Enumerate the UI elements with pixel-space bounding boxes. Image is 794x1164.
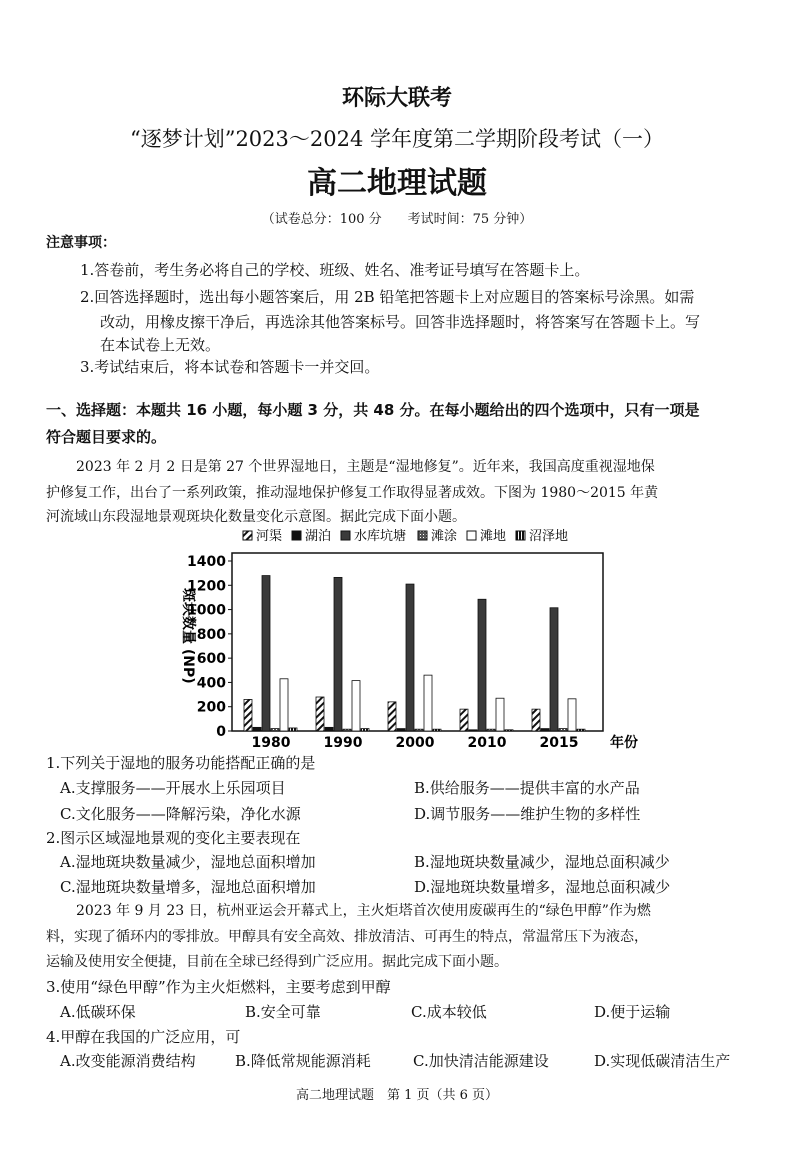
legend-swatch [516, 531, 525, 540]
legend-label: 水库坑塘 [354, 529, 407, 544]
bar-滩涂-2015 [559, 729, 567, 731]
option: B.供给服务——提供丰富的水产品 [414, 779, 640, 797]
option: D.实现低碳清洁生产 [594, 1052, 731, 1070]
question-stem: 1.下列关于湿地的服务功能搭配正确的是 [46, 754, 316, 772]
bar-河渠-1990 [316, 697, 324, 731]
legend-swatch [467, 531, 476, 540]
passage-line: 河流域山东段湿地景观斑块化数量变化示意图。据此完成下面小题。 [46, 509, 466, 525]
bar-水库坑塘-1980 [262, 576, 270, 731]
option: C.文化服务——降解污染，净化水源 [60, 805, 301, 823]
section-heading: 一、选择题：本题共 16 小题，每小题 3 分，共 48 分。在每小题给出的四个选项中，只有一项是 [46, 401, 700, 419]
x-axis-label: 年份 [610, 735, 638, 751]
exam-info: （试卷总分：100 分 考试时间：75 分钟） [261, 212, 533, 227]
option: A.湿地斑块数量减少，湿地总面积增加 [60, 853, 316, 871]
option: A.支撑服务——开展水上乐园项目 [60, 779, 286, 797]
bar-滩涂-1980 [271, 729, 279, 731]
bar-湖泊-1990 [325, 727, 333, 731]
legend-swatch [292, 531, 301, 540]
legend-swatch [243, 531, 252, 540]
bar-滩涂-2000 [415, 729, 423, 731]
bar-沼泽地-2015 [577, 729, 585, 731]
x-tick-label: 2010 [467, 735, 507, 751]
exam-name: “逐梦计划”2023～2024 学年度第二学期阶段考试（一） [129, 127, 665, 151]
option: D.便于运输 [594, 1003, 671, 1021]
note-line: 2.回答选择题时，选出每小题答案后，用 2B 铅笔把答题卡上对应题目的答案标号涂黑。如需 [80, 288, 695, 306]
option: A.低碳环保 [60, 1003, 136, 1021]
bar-滩地-2015 [568, 699, 576, 731]
bar-水库坑塘-1990 [334, 577, 342, 731]
page-title: 高二地理试题 [307, 166, 487, 201]
bar-湖泊-2000 [397, 729, 405, 731]
option: B.湿地斑块数量减少，湿地总面积减少 [414, 853, 670, 871]
legend-label: 滩涂 [431, 529, 458, 544]
option: B.降低常规能源消耗 [235, 1052, 371, 1070]
x-tick-label: 1990 [323, 735, 363, 751]
page-footer: 高二地理试题 第 1 页（共 6 页） [295, 1088, 499, 1103]
bar-河渠-2015 [532, 709, 540, 731]
note-line: 在本试卷上无效。 [100, 336, 221, 354]
passage-line: 料，实现了循环内的零排放。甲醇具有安全高效、排放清洁、可再生的特点，常温常压下为液态， [46, 929, 648, 945]
y-tick-label: 1200 [187, 578, 226, 595]
bar-沼泽地-2010 [505, 730, 513, 731]
legend-swatch [341, 531, 350, 540]
y-tick-label: 1400 [187, 554, 226, 570]
y-tick-label: 800 [196, 626, 226, 643]
legend-label: 湖泊 [305, 529, 332, 544]
option: C.加快清洁能源建设 [413, 1052, 549, 1070]
note-line: 改动，用橡皮擦干净后，再选涂其他答案标号。回答非选择题时，将答案写在答题卡上。写 [100, 313, 701, 331]
bar-沼泽地-2000 [433, 729, 441, 731]
y-axis-label: 斑块数量 (NP) [180, 588, 196, 684]
option: A.改变能源消费结构 [60, 1052, 196, 1070]
y-tick-label: 400 [196, 675, 226, 692]
bar-滩地-2000 [424, 675, 432, 731]
legend-label: 河渠 [256, 529, 283, 544]
passage-line: 护修复工作，出台了一系列政策，推动湿地保护修复工作取得显著成效。下图为 1980～2015 年黄 [46, 485, 659, 501]
bar-水库坑塘-2000 [406, 584, 414, 731]
bar-河渠-2010 [460, 709, 468, 731]
legend-label: 沼泽地 [529, 529, 569, 544]
bar-湖泊-1980 [253, 727, 261, 731]
bar-滩涂-2010 [487, 729, 495, 731]
passage-line: 2023 年 9 月 23 日，杭州亚运会开幕式上，主火炬塔首次使用废碳再生的“绿色甲醇”作为燃 [76, 903, 651, 919]
bar-水库坑塘-2010 [478, 599, 486, 731]
bar-滩地-1980 [280, 679, 288, 731]
option: B.安全可靠 [245, 1003, 321, 1021]
passage-line: 运输及使用安全便捷，目前在全球已经得到广泛应用。据此完成下面小题。 [46, 954, 508, 970]
bar-湖泊-2010 [469, 730, 477, 731]
passage-line: 2023 年 2 月 2 日是第 27 个世界湿地日，主题是“湿地修复”。近年来，我国高度重视湿地保 [76, 459, 655, 475]
x-tick-label: 2015 [539, 735, 579, 751]
bar-水库坑塘-2015 [550, 608, 558, 731]
bar-河渠-1980 [244, 699, 252, 731]
option: C.成本较低 [411, 1003, 487, 1021]
chart-legend [243, 528, 568, 544]
question-stem: 2.图示区域湿地景观的变化主要表现在 [46, 829, 301, 847]
section-heading-cont: 符合题目要求的。 [46, 428, 167, 446]
option: D.调节服务——维护生物的多样性 [414, 805, 641, 823]
legend-label: 滩地 [480, 529, 507, 544]
bars [244, 576, 585, 731]
x-tick-label: 1980 [251, 735, 291, 751]
bar-湖泊-2015 [541, 729, 549, 731]
bar-滩地-1990 [352, 681, 360, 731]
notes-heading: 注意事项： [46, 235, 116, 251]
exam-organizer: 环际大联考 [341, 86, 452, 111]
y-tick-label: 0 [216, 724, 226, 740]
bar-滩涂-1990 [343, 729, 351, 731]
question-stem: 3.使用“绿色甲醇”作为主火炬燃料，主要考虑到甲醇 [46, 978, 391, 996]
bar-沼泽地-1990 [361, 729, 369, 731]
bar-沼泽地-1980 [289, 728, 297, 731]
x-tick-label: 2000 [395, 735, 435, 751]
legend-swatch [418, 531, 427, 540]
y-tick-label: 200 [196, 699, 226, 716]
question-stem: 4.甲醇在我国的广泛应用，可 [46, 1028, 241, 1046]
bar-滩地-2010 [496, 698, 504, 731]
y-tick-label: 600 [196, 651, 226, 668]
option: D.湿地斑块数量增多，湿地总面积减少 [414, 878, 671, 896]
note-line: 1.答卷前，考生务必将自己的学校、班级、姓名、准考证号填写在答题卡上。 [80, 261, 590, 279]
note-line: 3.考试结束后，将本试卷和答题卡一并交回。 [80, 358, 380, 376]
y-tick-label: 1000 [187, 602, 226, 619]
bar-河渠-2000 [388, 702, 396, 731]
x-axis [252, 735, 579, 751]
option: C.湿地斑块数量增多，湿地总面积增加 [60, 878, 316, 896]
